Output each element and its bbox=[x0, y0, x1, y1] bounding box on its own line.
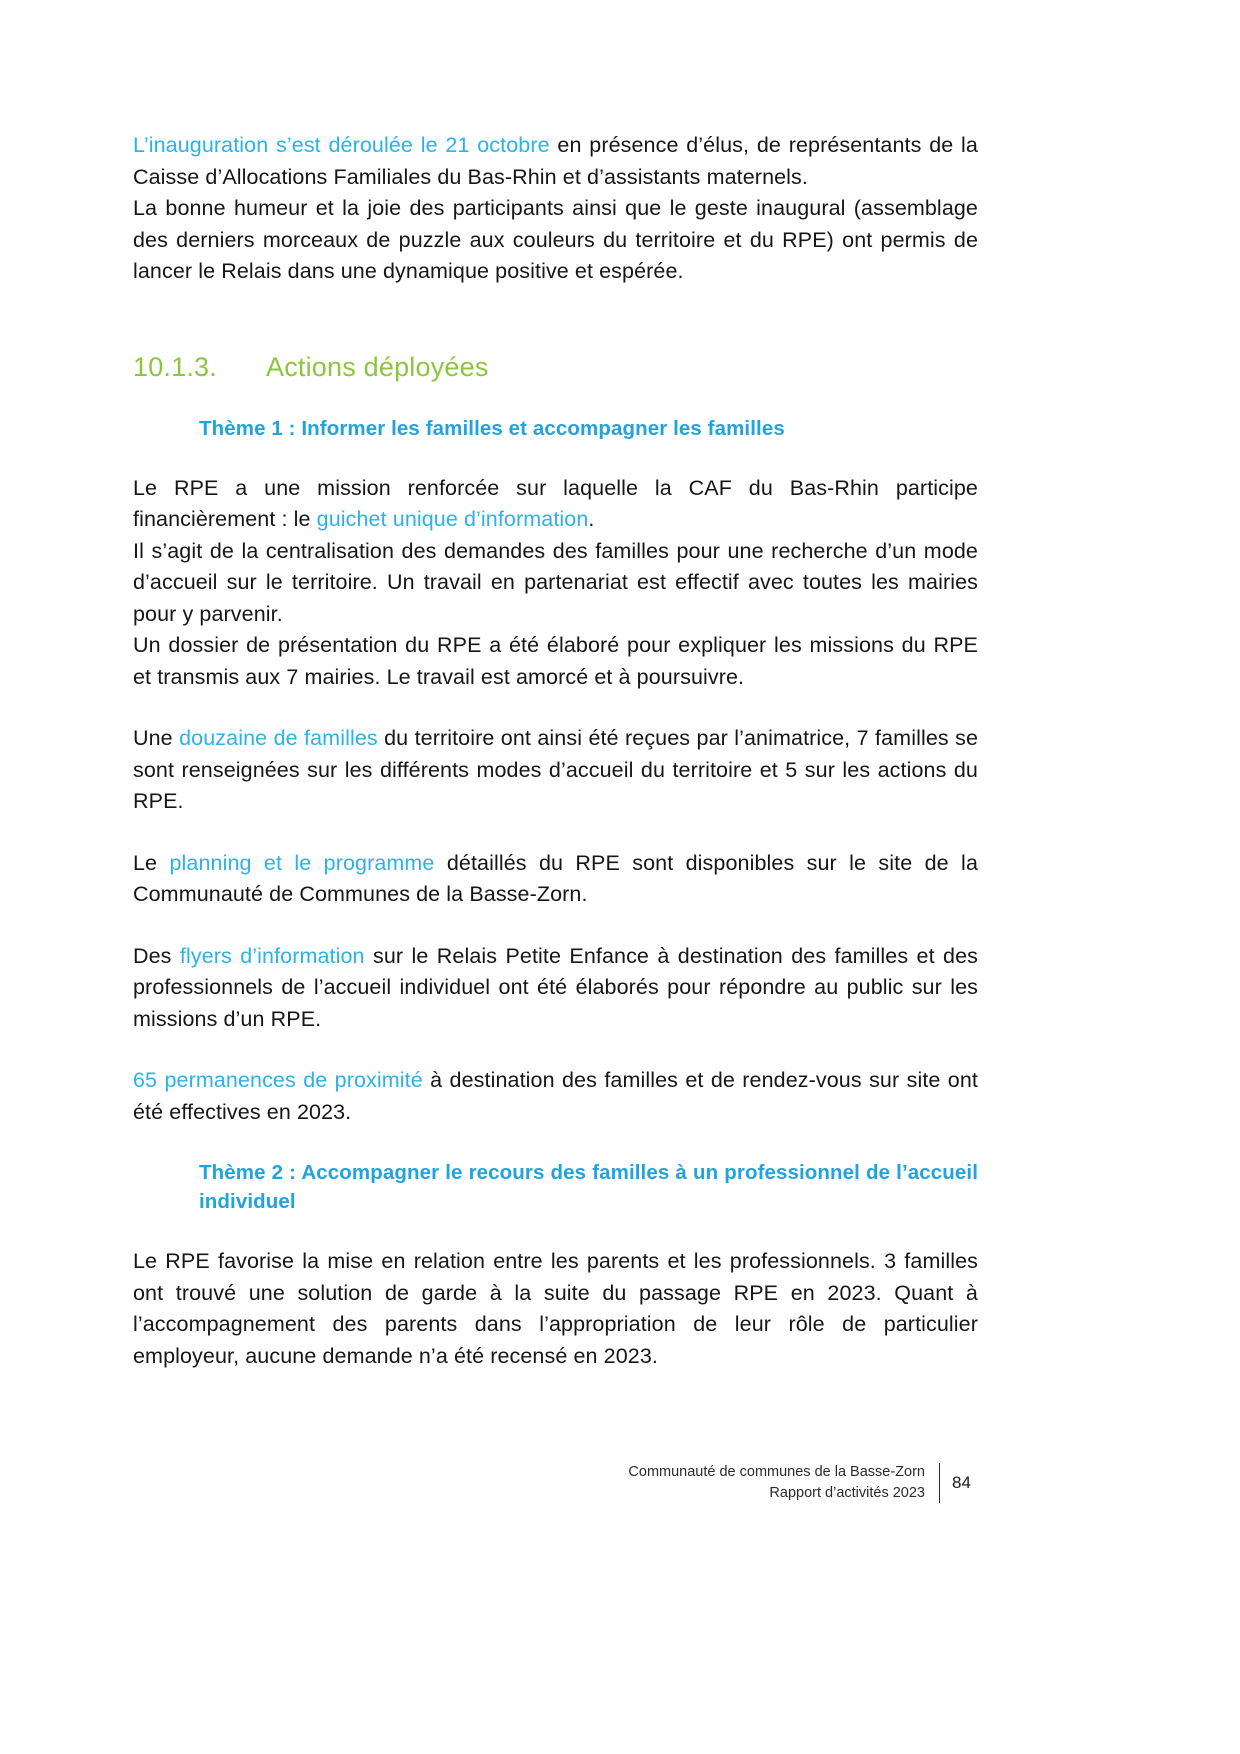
theme-1-heading: Thème 1 : Informer les familles et accompagner les familles bbox=[199, 416, 785, 440]
paragraph-mission-before: Le RPE a une mission renforcée sur laquelle la CAF du Bas-Rhin participe financièrement : le bbox=[133, 475, 978, 531]
paragraph-flyers-after: sur le Relais Petite Enfance à destination des familles et des professionnels de l’accueil individuel ont été élaborés pour répondre au public sur les missions d’un RPE. bbox=[133, 943, 979, 1031]
paragraph-bonne-humeur: La bonne humeur et la joie des participants ainsi que le geste inaugural (assemblage des derniers morceaux de puzzle aux couleurs du territoire et du RPE) ont permis de lancer le Relais dans une dynamique positive et espérée. bbox=[133, 196, 978, 283]
section-heading-number: 10.1.3. bbox=[133, 351, 217, 382]
theme-2-heading: Thème 2 : Accompagner le recours des familles à un professionnel de l’accueil individuel bbox=[199, 1161, 978, 1213]
spacer bbox=[133, 1035, 978, 1065]
paragraph-permanences-after: à destination des familles et de rendez-vous sur site ont été effectives en 2023. bbox=[133, 1068, 978, 1124]
section-heading-actions-deployees bbox=[133, 350, 978, 384]
paragraph-mission-renforcee bbox=[133, 473, 978, 536]
accent-phrase-inauguration: L’inauguration s’est déroulée le 21 octobre bbox=[133, 133, 550, 157]
spacer bbox=[133, 1216, 978, 1246]
paragraph-inauguration bbox=[133, 130, 978, 193]
paragraph-centralisation: Il s’agit de la centralisation des demandes des familles pour une recherche d’un mode d’accueil sur le territoire. Un travail en partenariat est effectif avec toutes les mairies pour y parvenir. bbox=[133, 538, 978, 626]
paragraph-douzaine-familles bbox=[133, 723, 978, 818]
section-heading-title: Actions déployées bbox=[266, 351, 489, 382]
paragraph-douzaine-after: du territoire ont ainsi été reçues par l’animatrice, 7 familles se sont renseignées sur les différents modes d’accueil du territoire et 5 sur les actions du RPE. bbox=[133, 726, 979, 813]
paragraph-planning-before: Le bbox=[133, 850, 170, 875]
spacer bbox=[133, 384, 978, 414]
paragraph-planning-programme bbox=[133, 848, 978, 911]
accent-phrase-douzaine-familles: douzaine de familles bbox=[179, 726, 378, 750]
footer-line-1: Communauté de communes de la Basse-Zorn bbox=[628, 1464, 925, 1480]
accent-phrase-65-permanences: 65 permanences de proximité bbox=[133, 1068, 423, 1092]
page-footer bbox=[133, 1462, 978, 1504]
footer-divider bbox=[939, 1463, 940, 1503]
spacer bbox=[133, 288, 978, 350]
paragraph-flyers-information bbox=[133, 941, 978, 1036]
spacer bbox=[133, 818, 978, 848]
page-content bbox=[133, 130, 978, 1372]
paragraph-mission-after: . bbox=[588, 507, 595, 531]
spacer bbox=[133, 1128, 978, 1158]
accent-phrase-flyers-information: flyers d’information bbox=[179, 943, 365, 968]
paragraph-permanences-proximite bbox=[133, 1065, 978, 1128]
footer-organisation bbox=[628, 1462, 925, 1504]
accent-phrase-planning-programme: planning et le programme bbox=[169, 850, 435, 875]
footer-line-2: Rapport d’activités 2023 bbox=[769, 1485, 925, 1501]
paragraph-mise-en-relation: Le RPE favorise la mise en relation entre les parents et les professionnels. 3 familles ont trouvé une solution de garde à la suite du passage RPE en 2023. Quant à l’accompagnement des parents dans l’appropriation de leur rôle de particulier employeur, aucune demande n’a été recensé en 2023. bbox=[133, 1249, 978, 1368]
paragraph-inauguration-rest: en présence d’élus, de représentants de la Caisse d’Allocations Familiales du Bas-Rhin et d’assistants maternels. bbox=[133, 133, 978, 189]
paragraph-douzaine-before: Une bbox=[133, 726, 180, 750]
spacer bbox=[133, 443, 978, 473]
paragraph-dossier-presentation: Un dossier de présentation du RPE a été élaboré pour expliquer les missions du RPE et transmis aux 7 mairies. Le travail est amorcé et à poursuivre. bbox=[133, 633, 978, 689]
spacer bbox=[133, 911, 978, 941]
spacer bbox=[133, 693, 978, 723]
paragraph-planning-after: détaillés du RPE sont disponibles sur le site de la Communauté de Communes de la Basse-Zorn. bbox=[133, 850, 978, 906]
accent-phrase-guichet-unique: guichet unique d’information bbox=[316, 507, 589, 531]
paragraph-flyers-before: Des bbox=[133, 943, 180, 968]
page-number: 84 bbox=[952, 1473, 971, 1492]
